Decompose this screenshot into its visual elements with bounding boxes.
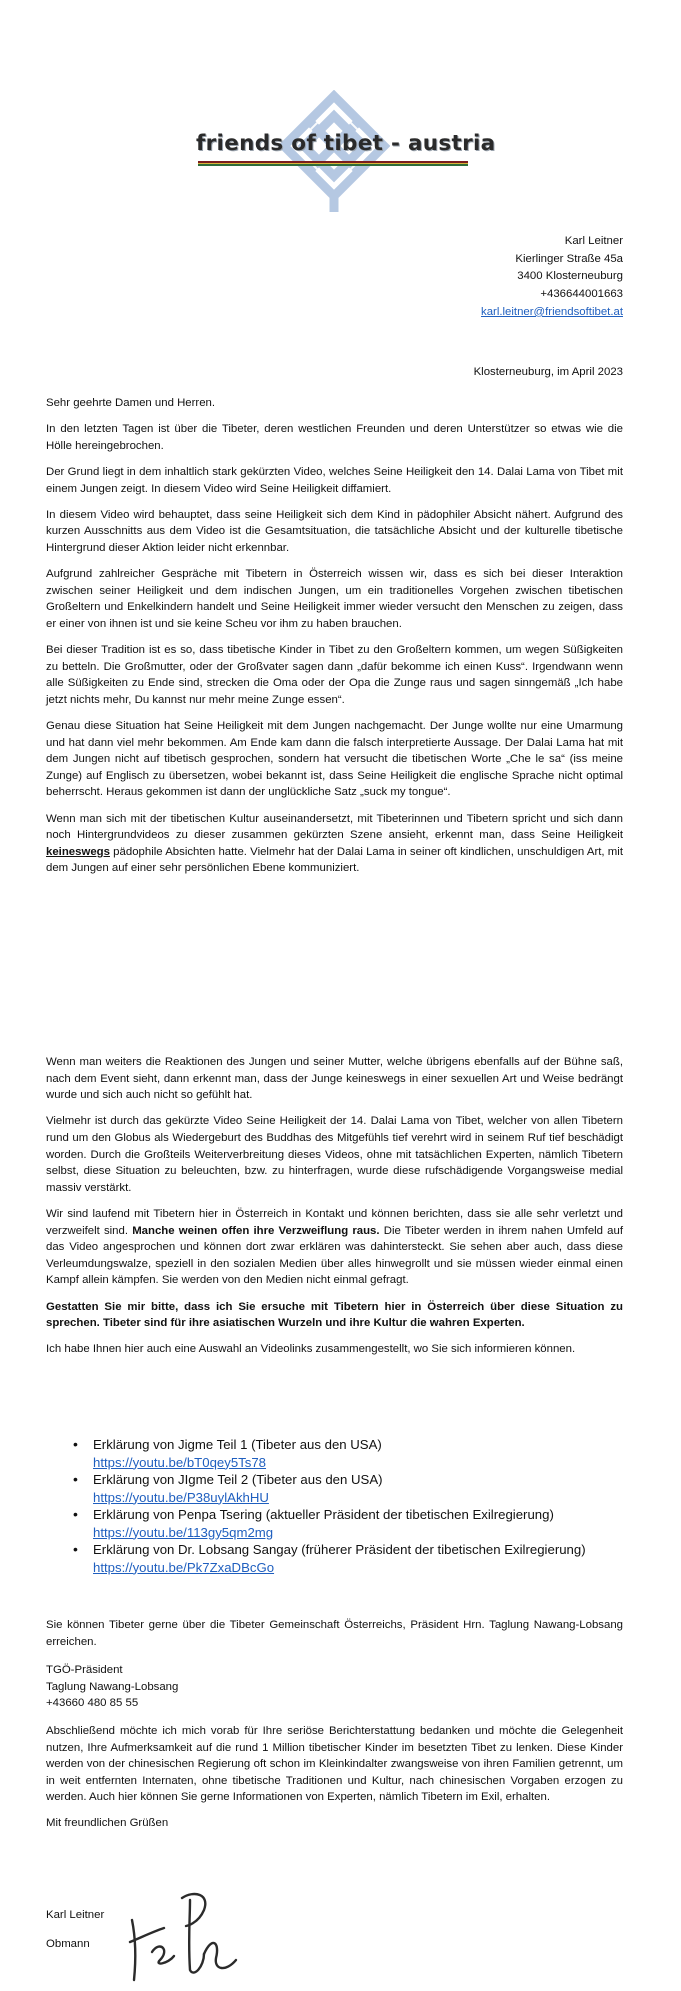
paragraph: Bei dieser Tradition ist es so, dass tibetische Kinder in Tibet zu den Großeltern kommen, um wegen Süßigkeiten zu betteln. Die Großmutter, oder der Großvater sagen dann „dafür bekomme ich einen Kuss“. Irgendwann wenn alle Süßigkeiten zu Ende sind, strecken die Oma oder der Opa die Zunge raus und sagen sinngemäß „Ich habe jetzt nichts mehr, Du kannst nur mehr meine Zunge essen“. (46, 644, 623, 706)
video-link[interactable]: https://youtu.be/P38uylAkhHU (93, 1489, 269, 1505)
sender-phone: +436644001663 (540, 288, 623, 301)
paragraph-bold: Gestatten Sie mir bitte, dass ich Sie ersuche mit Tibetern hier in Österreich über diese Situation zu sprechen. Tibeter sind für ihre asiatischen Wurzeln und ihre Kultur die wahren Experten. (46, 1300, 623, 1330)
letter-body-part1 (46, 395, 623, 887)
sender-street: Kierlinger Straße 45a (515, 252, 623, 265)
sender-email-link[interactable]: karl.leitner@friendsoftibet.at (481, 305, 623, 318)
logo-text: friends of tibet - austria (196, 131, 496, 156)
paragraph: Ich habe Ihnen hier auch eine Auswahl an Videolinks zusammengestellt, wo Sie sich informieren können. (46, 1343, 576, 1356)
emphasis-keineswegs: keineswegs (46, 845, 110, 858)
link-label: Erklärung von Dr. Lobsang Sangay (früherer Präsident der tibetischen Exilregierung) (93, 1542, 586, 1557)
paragraph: Wenn man weiters die Reaktionen des Jungen und seiner Mutter, welche übrigens ebenfalls auf der Bühne saß, nach dem Event sieht, dann erkennt man, dass der Junge keineswegs in einer sexuellen Art und Weise bedrängt wurde und sich auch nicht so gefühlt hat. (46, 1056, 623, 1102)
link-label: Erklärung von Jigme Teil 1 (Tibeter aus den USA) (93, 1437, 382, 1452)
sender-city: 3400 Klosterneuburg (517, 270, 623, 283)
bold-sentence: Manche weinen offen ihre Verzweiflung raus. (132, 1224, 380, 1237)
video-link[interactable]: https://youtu.be/bT0qey5Ts78 (93, 1454, 267, 1470)
sender-name: Karl Leitner (564, 235, 623, 247)
paragraph: Sie können Tibeter gerne über die Tibeter Gemeinschaft Österreichs, Präsident Hrn. Taglung Nawang-Lobsang erreichen. (46, 1619, 623, 1648)
greeting: Sehr geehrte Damen und Herren. (46, 397, 216, 409)
list-item (66, 1541, 626, 1576)
letter-date: Klosterneuburg, im April 2023 (473, 366, 623, 378)
paragraph: Wenn man sich mit der tibetischen Kultur auseinandersetzt, mit Tibeterinnen und Tibetern spricht und sich dann noch Hintergrundvideos zu dieser zusammen gekürzten Szene ansieht, erkennt man, dass Seine Heiligkeit keineswegs pädophile Absichten hatte. Vielmehr hat der Dalai Lama in seiner oft kindlichen, unschuldigen Art, mit dem Jungen auf einer sehr persönlichen Ebene kommuniziert. (46, 812, 623, 875)
letter-closing (46, 1617, 623, 1832)
paragraph: In den letzten Tagen ist über die Tibeter, deren westlichen Freunden und deren Unterstützer so etwas wie die Hölle hereingebrochen. (46, 423, 623, 452)
paragraph: Genau diese Situation hat Seine Heiligkeit mit dem Jungen nachgemacht. Der Junge wollte nur eine Umarmung und hat dann viel mehr bekommen. Am Ende kam dann die falsch interpretierte Aussage. Der Dalai Lama hat mit dem Jungen nicht auf tibetisch gesprochen, sondern hat versucht die tibetischen Worte „Che le sa“ (iss meine Zunge) auf Englisch zu übersetzen, wobei bekannt ist, dass Seine Heiligkeit die englische Sprache nicht optimal beherrscht. Heraus gekommen ist dann der unglückliche Satz „suck my tongue“. (46, 720, 623, 799)
video-links-list (66, 1436, 626, 1576)
paragraph: Abschließend möchte ich mich vorab für Ihre seriöse Berichterstattung bedanken und möchte die Gelegenheit nutzen, Ihre Aufmerksamkeit auf die rund 1 Million tibetischer Kinder im besetzten Tibet zu lenken. Diese Kinder werden von der chinesischen Regierung oft schon im Kleinkindalter zwangsweise von ihren Familien getrennt, um in weit entfernten Internaten, ohne tibetische Traditionen und Kultur, nach chinesischen Vorgaben erzogen zu werden. Auch hier können Sie gerne Informationen von Experten, nämlich Tibetern im Exil, erhalten. (46, 1724, 623, 1804)
video-link[interactable]: https://youtu.be/Pk7ZxaDBcGo (93, 1559, 275, 1575)
paragraph: Wir sind laufend mit Tibetern hier in Österreich in Kontakt und können berichten, dass sie alle sehr verletzt und verzweifelt sind. Manche weinen offen ihre Verzweiflung raus. Die Tibeter werden in ihrem nahen Umfeld auf das Video angesprochen und können dort zwar erklären was dahintersteckt. Sie sehen aber auch, dass diese Verleumdungswalze, speziell in den sozialen Medien über alles hinwegrollt und sie müssen wieder einmal einen Kampf allein kämpfen. Sie werden von den Medien nicht einmal gefragt. (46, 1207, 624, 1287)
list-item (66, 1506, 626, 1541)
video-link[interactable]: https://youtu.be/113gy5qm2mg (93, 1524, 274, 1540)
list-item (66, 1436, 626, 1471)
salutation: Mit freundlichen Grüßen (46, 1816, 169, 1829)
signoff-name: Karl Leitner (46, 1909, 105, 1921)
contact-phone: +43660 480 85 55 (46, 1697, 139, 1710)
paragraph: Vielmehr ist durch das gekürzte Video Seine Heiligkeit der 14. Dalai Lama von Tibet, welcher von allen Tibetern rund um den Globus als Wiedergeburt des Buddhas des Mitgefühls tief verehrt wird in seinem Ruf tief beschädigt worden. Durch die Großteils Weiterverbreitung dieses Videos, ohne mit tatsächlichen Experten, nämlich Tibetern selbst, diese Situation zu beleuchten, bzw. zu hinterfragen, wurde diese rufschädigende Vorgangsweise medial massiv verstärkt. (46, 1115, 623, 1194)
contact-name: Taglung Nawang-Lobsang (46, 1680, 179, 1693)
letter-body-part2 (46, 1054, 623, 1367)
paragraph: Der Grund liegt in dem inhaltlich stark gekürzten Video, welches Seine Heiligkeit den 14. Dalai Lama von Tibet mit einem Jungen zeigt. In diesem Video wird Seine Heiligkeit diffamiert. (46, 465, 623, 495)
paragraph: In diesem Video wird behauptet, dass seine Heiligkeit sich dem Kind in pädophiler Absicht nähert. Aufgrund des kurzen Ausschnitts aus dem Video ist die Gesamtsituation, die tatsächliche Absicht und der kulturelle tibetische Hintergrund dieser Aktion leider nicht erkennbar. (46, 508, 623, 554)
logo (196, 90, 496, 220)
contact-role: TGÖ-Präsident (46, 1664, 123, 1677)
signoff-role: Obmann (46, 1938, 90, 1950)
list-item (66, 1471, 626, 1506)
sender-address (481, 233, 623, 322)
handwritten-signature (124, 1880, 244, 1986)
link-label: Erklärung von Penpa Tsering (aktueller Präsident der tibetischen Exilregierung) (93, 1507, 554, 1522)
link-label: Erklärung von JIgme Teil 2 (Tibeter aus den USA) (93, 1472, 383, 1487)
paragraph: Aufgrund zahlreicher Gespräche mit Tibetern in Österreich wissen wir, dass es sich bei dieser Interaktion zwischen seiner Heiligkeit und dem indischen Jungen, um ein traditionelles Vorgehen zwischen tibetischen Großeltern und Enkelkindern handelt und Seine Heiligkeit immer wieder versucht den Menschen zu zeigen, dass er einer von ihnen ist und sie keine Scheu vor ihm zu haben brauchen. (46, 568, 623, 630)
logo-color-bar (198, 161, 468, 166)
